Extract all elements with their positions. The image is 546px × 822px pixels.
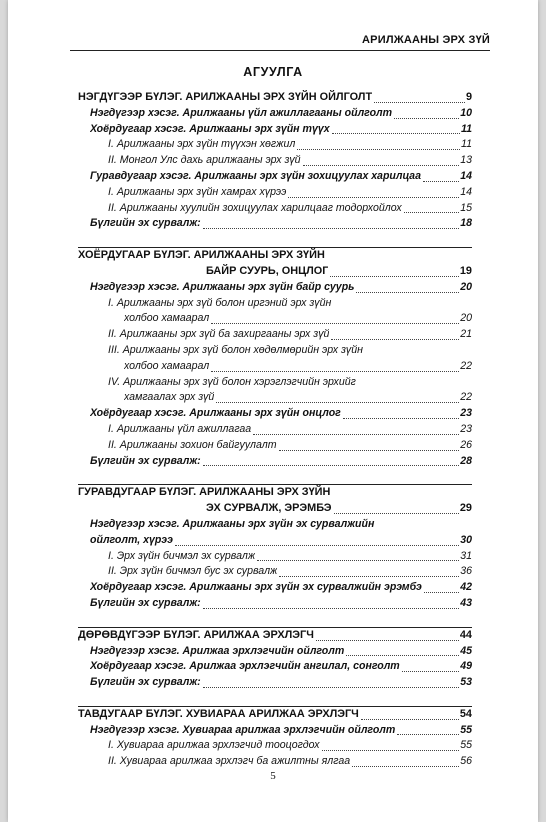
toc-section[interactable]: Нэгдүгээр хэсэг. Арилжааны үйл ажиллагааны ойлголт 10 (90, 106, 472, 119)
toc-subsection[interactable]: хамгаалах эрх зүй 22 (124, 391, 472, 404)
toc-subsection[interactable]: I. Хувиараа арилжаа эрхлэгчид тооцогдох 55 (108, 739, 472, 752)
toc-section[interactable]: Хоёрдугаар хэсэг. Арилжаа эрхлэгчийн ангилал, сонголт 49 (90, 660, 472, 673)
toc-chapter-1[interactable]: НЭГДҮГЭЭР БҮЛЭГ. АРИЛЖААНЫ ЭРХ ЗҮЙН ОЙЛГОЛТ 9 (78, 91, 472, 103)
toc-subsection[interactable]: II. Арилжааны зохион байгуулалт 26 (108, 438, 472, 451)
toc-chapter-3-line1[interactable]: ГУРАВДУГААР БҮЛЭГ. АРИЛЖААНЫ ЭРХ ЗҮЙН (78, 486, 331, 499)
running-header: АРИЛЖААНЫ ЭРХ ЗҮЙ (70, 34, 490, 51)
toc-section[interactable]: Хоёрдугаар хэсэг. Арилжааны эрх зүйн түүх 11 (90, 122, 472, 135)
page-number: 5 (270, 770, 276, 782)
toc-subsection-line1[interactable]: I. Арилжааны эрх зүй болон иргэний эрх зүйн (108, 296, 332, 309)
toc-chapter-4[interactable]: ДӨРӨВДҮГЭЭР БҮЛЭГ. АРИЛЖАА ЭРХЛЭГЧ 44 (78, 628, 472, 641)
toc-subsection[interactable]: II. Арилжааны хуулийн зохицуулах харилцааг тодорхойлох 15 (108, 201, 472, 214)
book-page (8, 0, 538, 822)
toc-section-line1[interactable]: Нэгдүгээр хэсэг. Арилжааны эрх зүйн эх сурвалжийн (90, 517, 375, 530)
toc-bibliography[interactable]: Бүлгийн эх сурвалж: 18 (90, 217, 472, 230)
toc-bibliography[interactable]: Бүлгийн эх сурвалж: 28 (90, 454, 472, 467)
toc-subsection-line1[interactable]: III. Арилжааны эрх зүй болон хөдөлмөрийн эрх зүйн (108, 343, 363, 356)
toc-section[interactable]: ойлголт, хүрээ 30 (90, 533, 472, 546)
toc-subsection[interactable]: II. Эрх зүйн бичмэл бус эх сурвалж 36 (108, 565, 472, 578)
toc-chapter-3[interactable]: ЭХ СУРВАЛЖ, ЭРЭМБЭ 29 (206, 502, 472, 515)
toc-section[interactable]: Гуравдугаар хэсэг. Арилжааны эрх зүйн зохицуулах харилцаа 14 (90, 169, 472, 182)
toc-subsection[interactable]: II. Хувиараа арилжаа эрхлэгч ба ажилтны ялгаа 56 (108, 755, 472, 768)
toc-subsection[interactable]: II. Арилжааны эрх зүй ба захиргааны эрх зүй 21 (108, 328, 472, 341)
toc-section[interactable]: Хоёрдугаар хэсэг. Арилжааны эрх зүйн онцлог 23 (90, 407, 472, 420)
toc-section[interactable]: Нэгдүгээр хэсэг. Хувиараа арилжаа эрхлэгчийн ойлголт 55 (90, 723, 472, 736)
toc-section[interactable]: Нэгдүгээр хэсэг. Арилжааны эрх зүйн байр суурь 20 (90, 280, 472, 293)
toc-chapter-2[interactable]: БАЙР СУУРЬ, ОНЦЛОГ 19 (206, 264, 472, 277)
table-of-contents (78, 90, 472, 770)
toc-subsection[interactable]: I. Арилжааны эрх зүйн түүхэн хөгжил 11 (108, 138, 472, 151)
toc-chapter-2-line1[interactable]: ХОЁРДУГААР БҮЛЭГ. АРИЛЖААНЫ ЭРХ ЗҮЙН (78, 249, 325, 262)
toc-subsection[interactable]: II. Монгол Улс дахь арилжааны эрх зүй 13 (108, 154, 472, 167)
toc-section[interactable]: Хоёрдугаар хэсэг. Арилжааны эрх зүйн эх сурвалжийн эрэмбэ 42 (90, 581, 472, 594)
toc-subsection[interactable]: I. Эрх зүйн бичмэл эх сурвалж 31 (108, 549, 472, 562)
toc-subsection[interactable]: холбоо хамаарал 20 (124, 312, 472, 325)
toc-title: АГУУЛГА (243, 65, 303, 79)
toc-bibliography[interactable]: Бүлгийн эх сурвалж: 43 (90, 596, 472, 609)
toc-subsection[interactable]: I. Арилжааны үйл ажиллагаа 23 (108, 422, 472, 435)
toc-subsection[interactable]: холбоо хамаарал 22 (124, 359, 472, 372)
toc-subsection-line1[interactable]: IV. Арилжааны эрх зүй болон хэрэглэгчийн эрхийг (108, 375, 356, 388)
toc-subsection[interactable]: I. Арилжааны эрх зүйн хамрах хүрээ 14 (108, 185, 472, 198)
toc-bibliography[interactable]: Бүлгийн эх сурвалж: 53 (90, 676, 472, 689)
toc-section[interactable]: Нэгдүгээр хэсэг. Арилжаа эрхлэгчийн ойлголт 45 (90, 644, 472, 657)
toc-chapter-5[interactable]: ТАВДУГААР БҮЛЭГ. ХУВИАРАА АРИЛЖАА ЭРХЛЭГЧ 54 (78, 707, 472, 720)
